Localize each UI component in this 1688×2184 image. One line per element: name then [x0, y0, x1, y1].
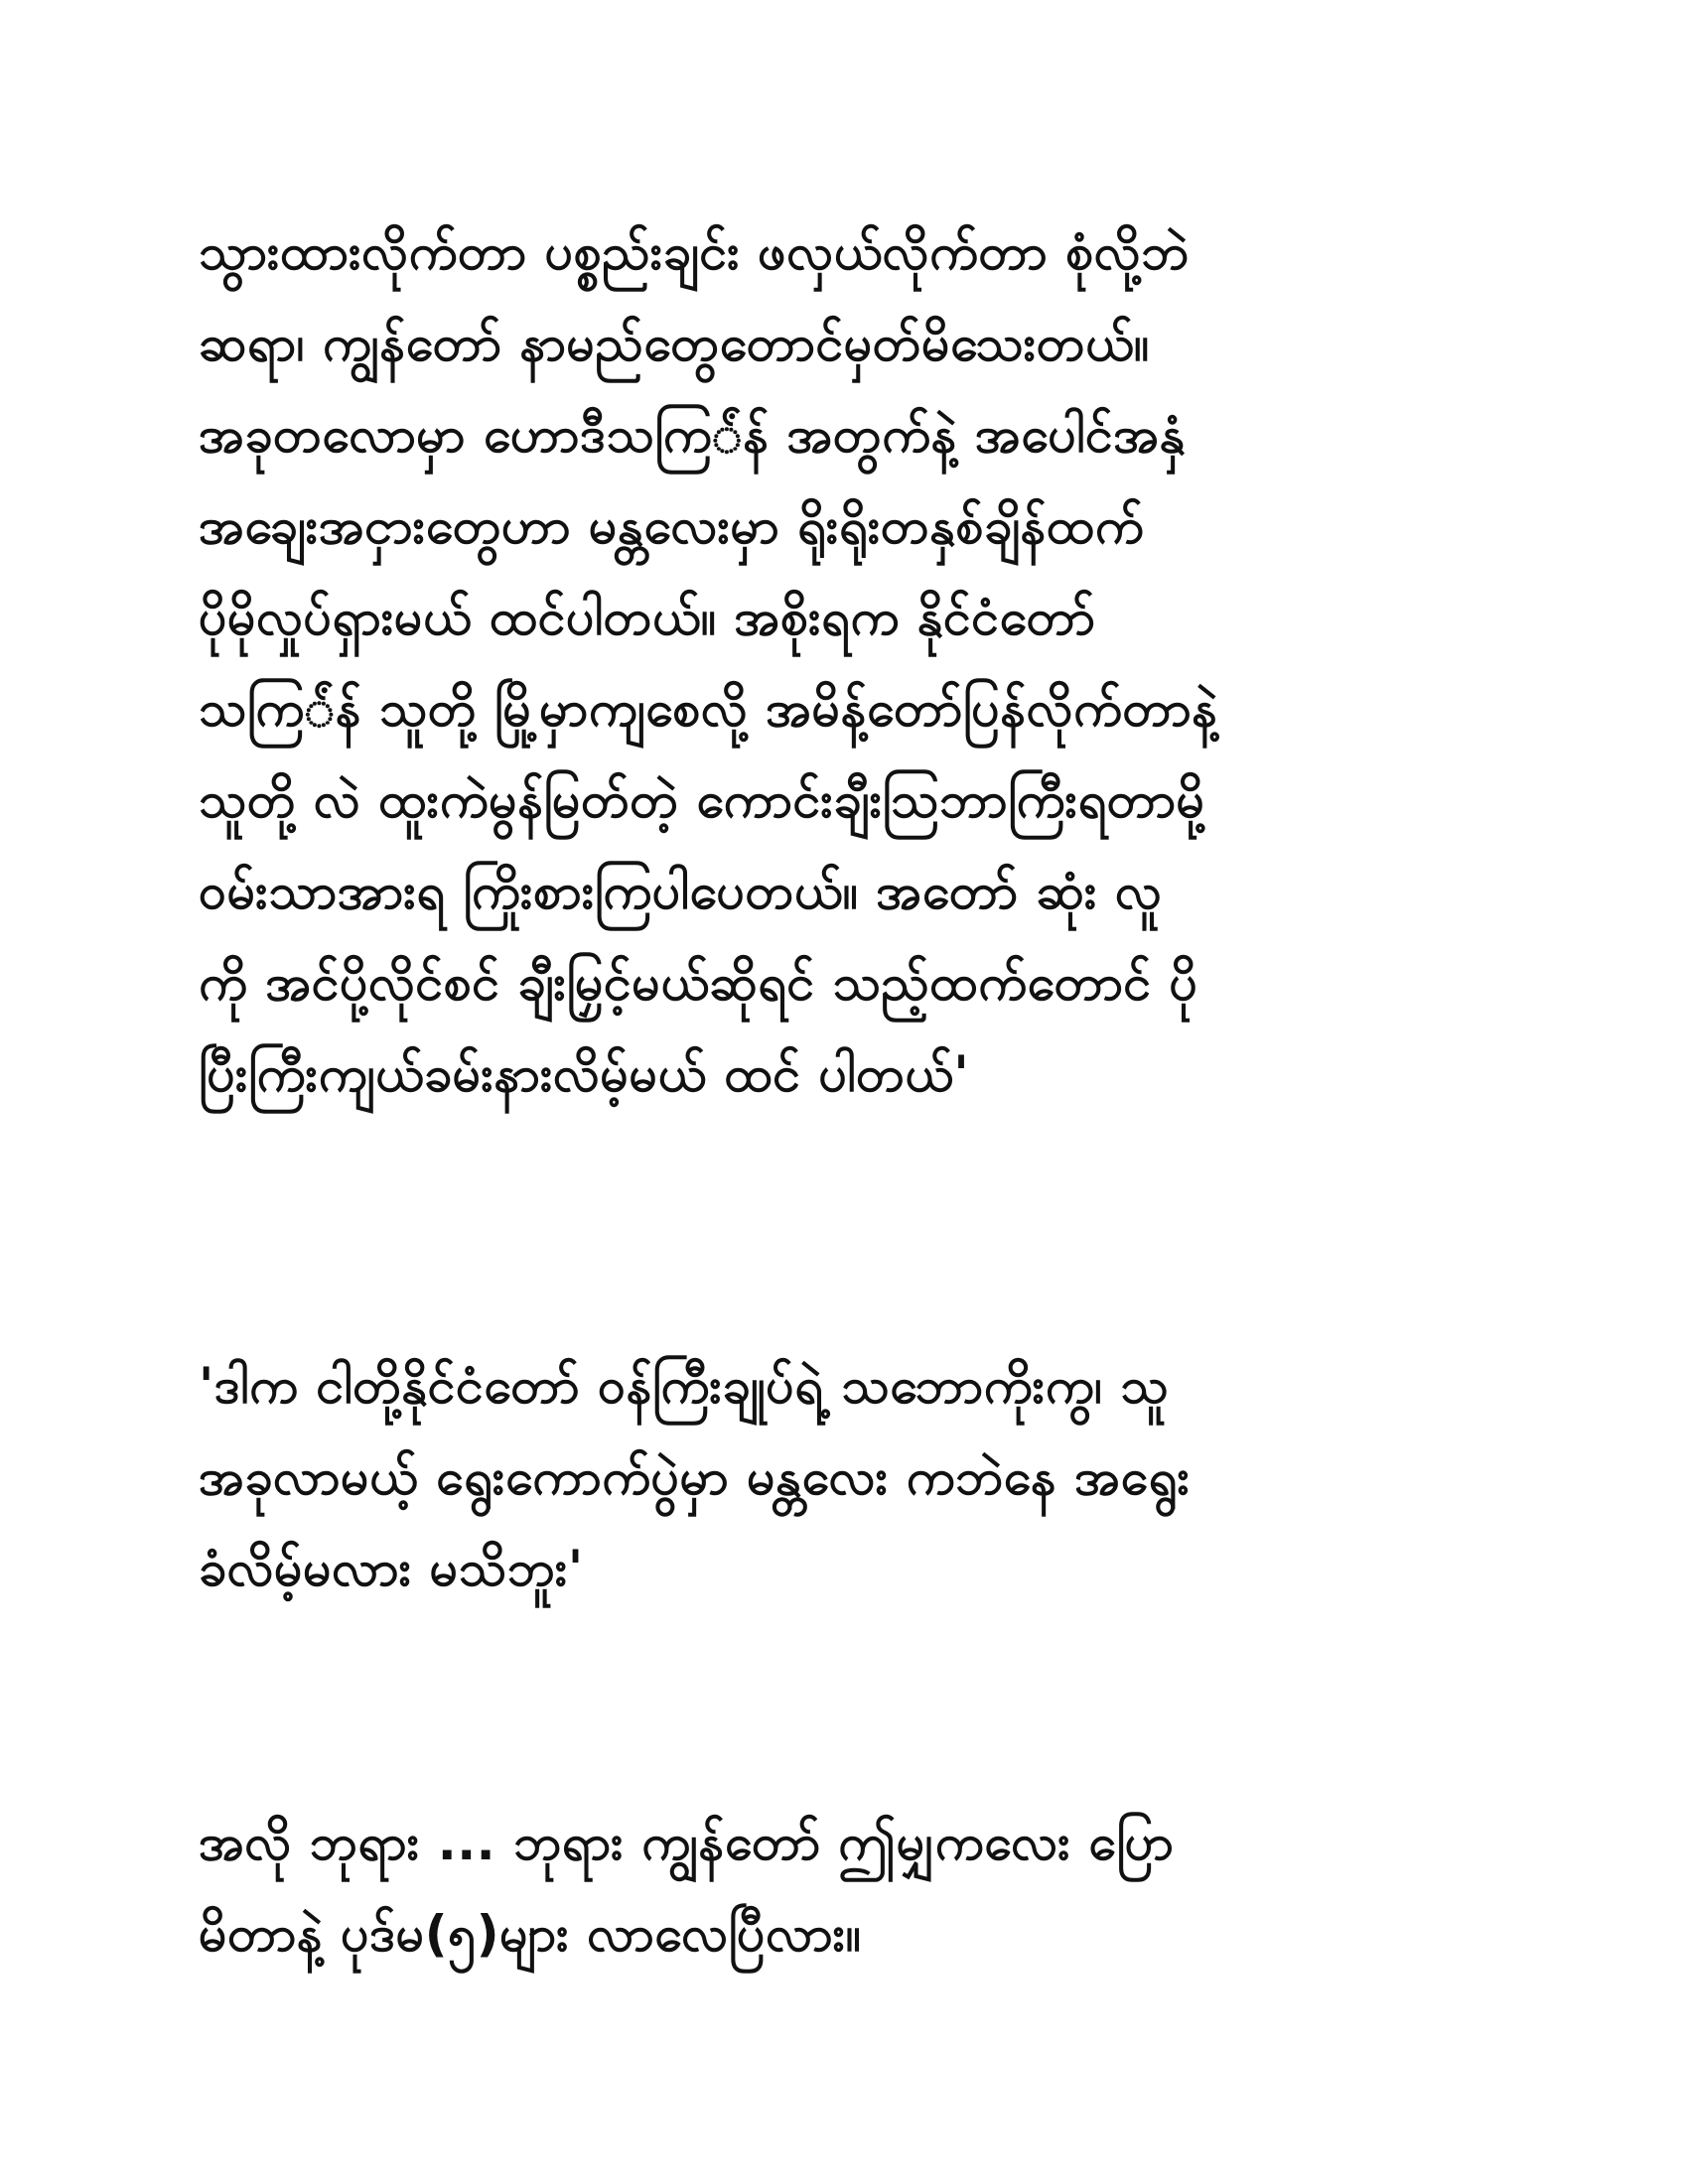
text-line: သကြ်ံန် သူတို့ မြို့မှာကျစေလို့ အမိန့်တော်ပြန်လိုက်တာနဲ့	[199, 680, 1218, 738]
text-line: ပိုမိုလှုပ်ရှားမယ် ထင်ပါတယ်။ အစိုးရက နိုင်ငံတော်	[199, 589, 1096, 646]
text-line: အခုတလောမှာ ဟောဒီသကြ်ံန် အတွက်နဲ့ အပေါင်အနှံ	[199, 406, 1186, 464]
text-line: အခုလာမယ့် ရွေးကောက်ပွဲမှာ မန္တလေး ကဘဲနေ အရွေး	[199, 1448, 1191, 1506]
paragraph-1	[199, 206, 1489, 1120]
text-line: မိတာနဲ့ ပုဒ်မ(၅)များ လာလေပြီလား။	[199, 1905, 862, 1963]
paragraph-2	[199, 1340, 1489, 1614]
text-line: ဝမ်းသာအားရ ကြိုးစားကြပါပေတယ်။ အတော် ဆုံး လူ	[199, 863, 1163, 920]
text-line: ကို အင်ပို့လိုင်စင် ချီးမြှင့်မယ်ဆိုရင် သည့်ထက်တောင် ပို	[199, 954, 1198, 1012]
text-line: ပြီးကြီးကျယ်ခမ်းနားလိမ့်မယ် ထင် ပါတယ်'	[199, 1045, 970, 1103]
text-line: အလို ဘုရား ... ဘုရား ကျွန်တော် ဤမျှကလေး ပြော	[199, 1814, 1175, 1871]
paragraph-3	[199, 1797, 1489, 1979]
text-line: သူတို့ လဲ ထူးကဲမွန်မြတ်တဲ့ ကောင်းချီးသြဘာကြီးရတာမို့	[199, 771, 1205, 829]
text-line: ဆရာ၊ ကျွန်တော် နာမည်တွေတောင်မှတ်မိသေးတယ်။	[199, 315, 1150, 372]
text-line: 'ဒါက ငါတို့နိုင်ငံတော် ဝန်ကြီးချုပ်ရဲ့ သဘောကိုးကွ၊ သူ	[199, 1357, 1170, 1415]
text-line: သွားထားလိုက်တာ ပစ္စည်းချင်း ဖလှယ်လိုက်တာ စုံလို့ဘဲ	[199, 223, 1190, 281]
text-line: အချေးအငှားတွေဟာ မန္တလေးမှာ ရိုးရိုးတနှစ်ချိန်ထက်	[199, 497, 1145, 555]
text-line: ခံလိမ့်မလား မသိဘူး'	[199, 1540, 584, 1597]
